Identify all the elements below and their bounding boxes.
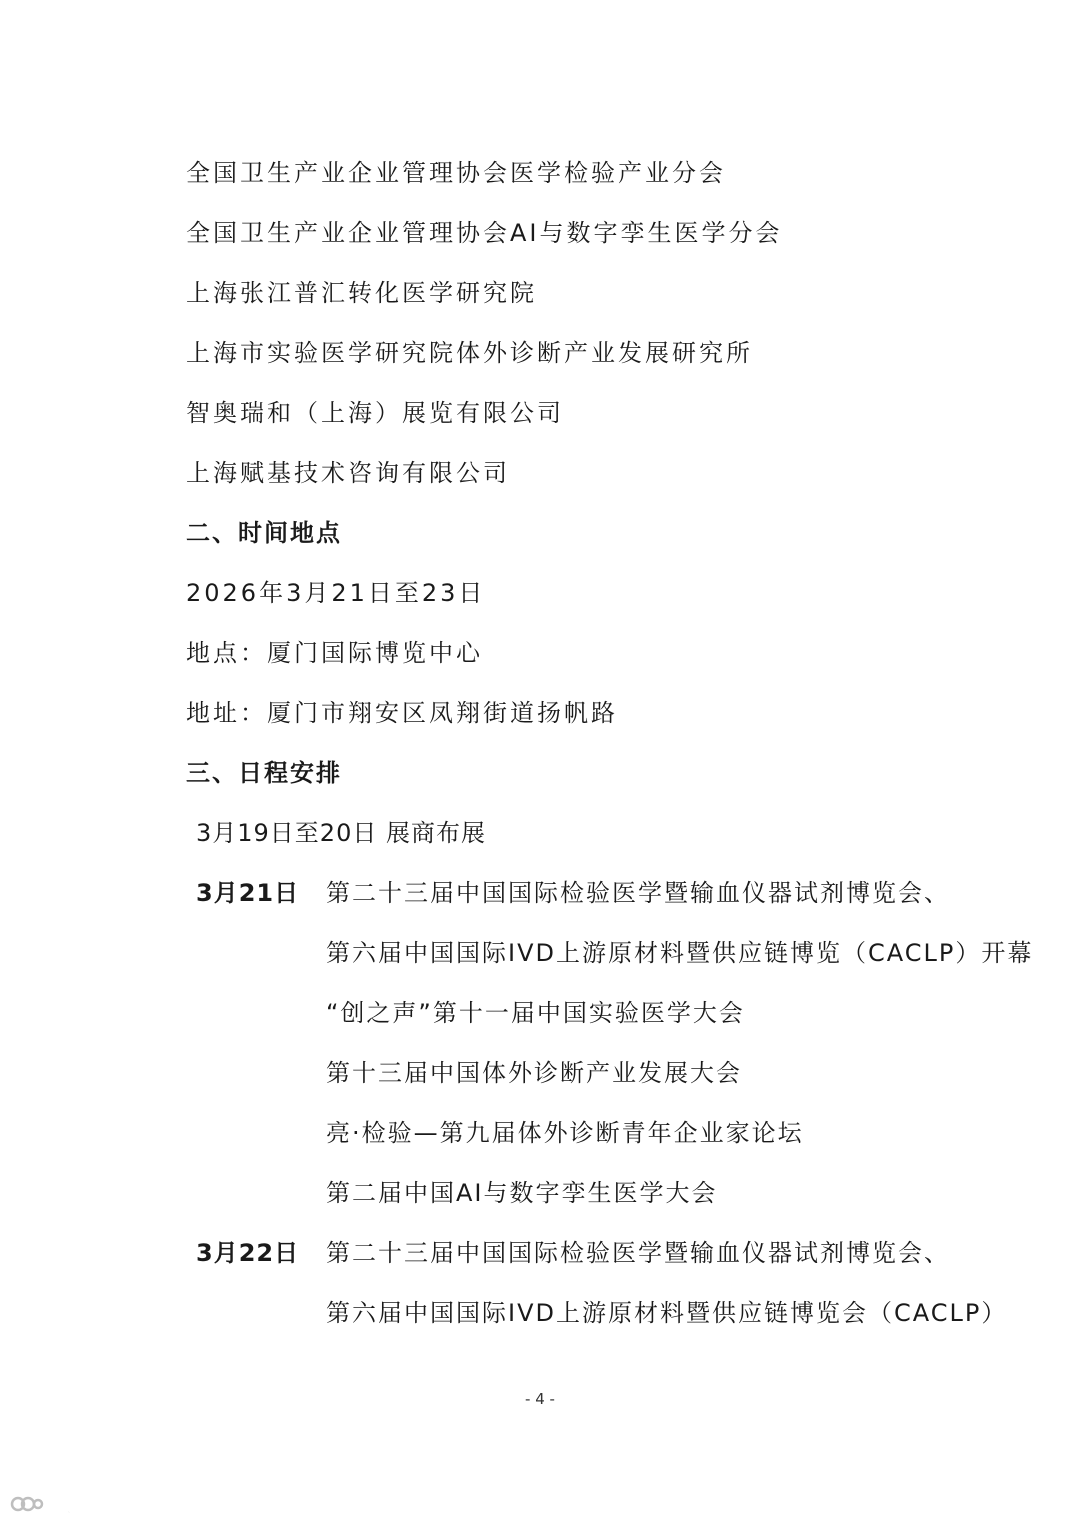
schedule-item: 第二届中国AI与数字孪生医学大会 xyxy=(326,1179,718,1207)
schedule-item: 第二十三届中国国际检验医学暨输血仪器试剂博览会、 xyxy=(326,1239,950,1267)
organizer-6: 上海赋基技术咨询有限公司 xyxy=(186,459,510,487)
event-date: 2026年3月21日至23日 xyxy=(186,579,486,607)
schedule-item: 第二十三届中国国际检验医学暨输血仪器试剂博览会、 xyxy=(326,879,950,907)
page-number: - 4 - xyxy=(525,1390,555,1408)
watermark xyxy=(10,1488,146,1519)
schedule-item: “创之声”第十一届中国实验医学大会 xyxy=(326,999,745,1027)
schedule-date-21: 3月21日 xyxy=(196,879,300,907)
section-heading-time-place: 二、时间地点 xyxy=(186,519,342,547)
schedule-item: 第十三届中国体外诊断产业发展大会 xyxy=(326,1059,742,1087)
schedule-item: 亮·检验—第九届体外诊断青年企业家论坛 xyxy=(326,1119,804,1147)
organizer-3: 上海张江普汇转化医学研究院 xyxy=(186,279,537,307)
schedule-item: 第六届中国国际IVD上游原材料暨供应链博览会（CACLP） xyxy=(326,1299,1008,1327)
event-venue: 地点：厦门国际博览中心 xyxy=(186,639,483,667)
schedule-date-22: 3月22日 xyxy=(196,1239,300,1267)
schedule-setup: 3月19日至20日 展商布展 xyxy=(196,819,486,847)
organizer-5: 智奥瑞和（上海）展览有限公司 xyxy=(186,399,564,427)
watermark-text: 大数跨境 xyxy=(50,1493,147,1518)
organizer-2: 全国卫生产业企业管理协会AI与数字孪生医学分会 xyxy=(186,219,783,247)
event-address: 地址：厦门市翔安区凤翔街道扬帆路 xyxy=(186,699,618,727)
organizer-4: 上海市实验医学研究院体外诊断产业发展研究所 xyxy=(186,339,753,367)
logo-icon xyxy=(10,1492,44,1516)
organizer-1: 全国卫生产业企业管理协会医学检验产业分会 xyxy=(186,159,726,187)
section-heading-schedule: 三、日程安排 xyxy=(186,759,342,787)
schedule-item: 第六届中国国际IVD上游原材料暨供应链博览（CACLP）开幕 xyxy=(326,939,1034,967)
